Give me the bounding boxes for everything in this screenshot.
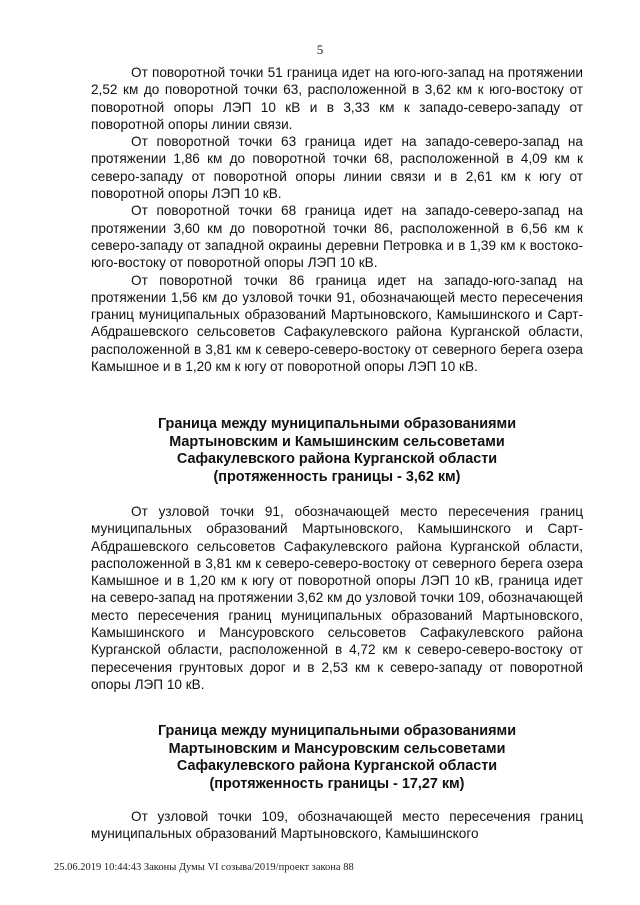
heading-line: Мартыновским и Камышинским сельсоветами	[169, 433, 505, 450]
boundary-description-block-1	[91, 64, 583, 375]
paragraph: От узловой точки 91, обозначающей место пересечения границ муниципальных образований Мартыновского, Камышинского и Сарт-Абдрашевского сельсоветов Сафакулевского района Курганской области, расположенной в 3,81 км к северо-северо-востоку от северного берега озера Камышное и в 1,20 км к югу от поворотной опоры ЛЭП 10 кВ, граница идет на северо-запад на протяжении 3,62 км до узловой точки 109, обозначающей место пересечения границ муниципальных образований Мартыновского, Камышинского и Мансуровского сельсоветов Сафакулевского района Курганской области, расположенной в 4,72 км к северо-северо-востоку от пересечения грунтовых дорог и в 2,53 км к северо-западу от поворотной опоры ЛЭП 10 кВ.	[91, 504, 583, 692]
heading-line: Мартыновским и Мансуровским сельсоветами	[168, 740, 506, 757]
heading-line: Граница между муниципальными образованиями	[157, 416, 517, 432]
paragraph: От поворотной точки 86 граница идет на западо-юго-запад на протяжении 1,56 км до узловой точки 91, обозначающей место пересечения границ муниципальных образований Мартыновского, Камышинского и Сарт-Абдрашевского сельсоветов Сафакулевского района Курганской области, расположенной в 3,81 км к северо-северо-востоку от северного берега озера Камышное и в 1,20 км к югу от поворотной опоры ЛЭП 10 кВ.	[91, 272, 583, 375]
document-footer: 25.06.2019 10:44:43 Законы Думы VI созыва/2019/проект закона 88	[54, 862, 354, 873]
section-heading-2	[91, 723, 583, 793]
heading-line: (протяженность границы - 17,27 км)	[209, 775, 465, 792]
page-number: 5	[316, 42, 324, 57]
heading-line: (протяженность границы - 3,62 км)	[213, 468, 461, 485]
heading-line: Сафакулевского района Курганской области	[176, 451, 498, 468]
paragraph: От поворотной точки 51 граница идет на юго-юго-запад на протяжении 2,52 км до поворотной точки 63, расположенной в 3,62 км к юго-востоку от поворотной опоры ЛЭП 10 кВ и в 3,33 км к западо-северо-западу от поворотной опоры линии связи.	[91, 65, 583, 132]
boundary-description-block-2	[91, 503, 583, 693]
paragraph: От узловой точки 109, обозначающей место пересечения границ муниципальных образований Мартыновского, Камышинского	[91, 809, 583, 842]
heading-line: Сафакулевского района Курганской области	[176, 758, 498, 775]
section-heading-1	[91, 416, 583, 486]
paragraph: От поворотной точки 68 граница идет на западо-северо-запад на протяжении 3,60 км до поворотной точки 86, расположенной в 6,56 км к северо-западу от западной окраины деревни Петровка и в 1,39 км к востоко-юго-востоку от поворотной опоры ЛЭП 10 кВ.	[91, 203, 583, 271]
heading-line: Граница между муниципальными образованиями	[157, 723, 517, 739]
boundary-description-block-3	[91, 808, 583, 843]
paragraph: От поворотной точки 63 граница идет на западо-северо-запад на протяжении 1,86 км до поворотной точки 68, расположенной в 4,09 км к северо-западу от поворотной опоры линии связи и в 2,61 км к югу от поворотной опоры ЛЭП 10 кВ.	[91, 134, 583, 202]
